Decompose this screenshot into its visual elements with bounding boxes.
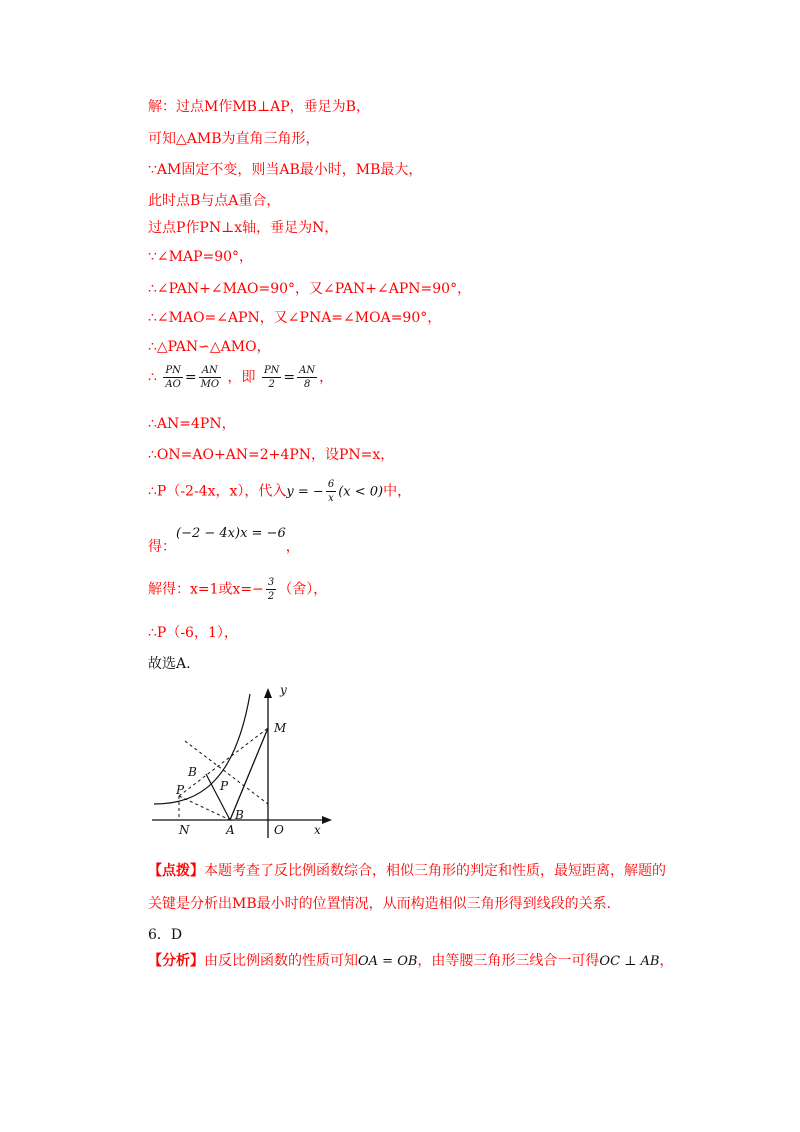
analysis-text-3: ， xyxy=(659,953,674,969)
analysis-text-2: ，由等腰三角形三线合一可得 xyxy=(417,953,600,969)
solution-line-7: ∴∠PAN+∠MAO=90°，又∠PAN+∠APN=90°， xyxy=(148,281,472,297)
fraction-6-x: $\frac{6}{x}$ xyxy=(327,479,335,504)
solution-line-17: ∴P（-6，1）， xyxy=(148,625,238,641)
hint-text-1: 本题考查了反比例函数综合，相似三角形的判定和性质，最短距离，解题的 xyxy=(204,863,666,879)
fraction-an-mo: $\frac{AN}{MO}$ xyxy=(200,365,220,390)
label-b-upper: B xyxy=(188,765,197,779)
solution-line-11: ∴AN=4PN， xyxy=(148,416,236,432)
analysis-tag: 【分析】 xyxy=(148,953,204,969)
solution-line-9: ∴△PAN∽△AMO， xyxy=(148,339,271,355)
hint-line-1 xyxy=(148,862,668,880)
fraction-3-2: $\frac{3}{2}$ xyxy=(267,577,275,602)
x-axis-arrow xyxy=(322,816,332,824)
choose-answer-line: 故选A. xyxy=(148,656,191,672)
segment-a-m xyxy=(230,728,268,820)
equation-oc-perp-ab: OC ⊥ AB xyxy=(599,954,660,969)
ratio-prefix: ∴ xyxy=(148,369,157,386)
substitute-line xyxy=(148,478,411,505)
coordinate-figure xyxy=(150,686,340,842)
y-axis-arrow xyxy=(264,688,272,698)
label-p-mid: P xyxy=(220,779,229,793)
equation-oa-ob: OA = OB xyxy=(358,954,418,969)
solve-line xyxy=(148,576,327,603)
label-a: A xyxy=(226,823,235,837)
solution-line-3: ∵AM固定不变，则当AB最小时，MB最大， xyxy=(148,162,423,178)
solve-prefix: 解得：x=1或x=− xyxy=(148,581,264,598)
label-n: N xyxy=(179,823,190,837)
hyperbola-curve xyxy=(154,694,250,804)
solution-line-5: 过点P作PN⊥x轴，垂足为N， xyxy=(148,220,339,236)
label-o: O xyxy=(274,823,284,837)
solution-line-6: ∵∠MAP=90°， xyxy=(148,249,254,265)
quadratic-equation: (−2 − 4x)x = −6 xyxy=(176,526,286,541)
solution-line-2: 可知△AMB为直角三角形， xyxy=(148,131,320,147)
substitute-prefix: ∴P（-2-4x，x），代入 xyxy=(148,483,287,500)
solution-line-8: ∴∠MAO=∠APN，又∠PNA=∠MOA=90°， xyxy=(148,310,442,326)
equals-sign: = xyxy=(184,369,197,386)
ratio-suffix: ， xyxy=(319,369,334,386)
fraction-pn-2: $\frac{PN}{2}$ xyxy=(263,365,280,390)
fraction-an-8: $\frac{AN}{8}$ xyxy=(299,365,316,390)
solution-line-1: 解：过点M作MB⊥AP，垂足为B， xyxy=(148,99,370,115)
answer-6: 6．D xyxy=(148,927,183,943)
segment-pa-dashed xyxy=(179,796,230,820)
solution-line-4: 此时点B与点A重合， xyxy=(148,193,281,209)
analysis-line xyxy=(148,952,673,971)
label-b-lower: B xyxy=(235,808,244,822)
hint-tag: 【点拨】 xyxy=(148,863,204,879)
function-equation: y = − xyxy=(286,484,324,500)
label-x: x xyxy=(314,823,321,837)
hint-line-2: 关键是分析出MB最小时的位置情况，从而构造相似三角形得到线段的关系. xyxy=(148,896,612,912)
fraction-pn-ao: $\frac{PN}{AO}$ xyxy=(165,365,181,390)
get-suffix: ， xyxy=(285,539,300,555)
get-prefix: 得： xyxy=(148,539,176,555)
equals-sign: = xyxy=(283,369,296,386)
get-equation-line xyxy=(148,524,300,555)
solve-suffix: （舍）， xyxy=(278,581,328,598)
analysis-text-1: 由反比例函数的性质可知 xyxy=(204,953,358,969)
domain-condition: (x < 0) xyxy=(338,484,384,500)
label-p-left: P xyxy=(176,783,185,797)
label-y: y xyxy=(280,686,287,697)
solution-line-12: ∴ON=AO+AN=2+4PN，设PN=x， xyxy=(148,447,395,463)
substitute-suffix: 中， xyxy=(383,483,412,500)
label-m: M xyxy=(274,721,287,735)
ratio-mid-text: ，即 xyxy=(227,369,256,386)
ratio-line xyxy=(148,364,333,391)
